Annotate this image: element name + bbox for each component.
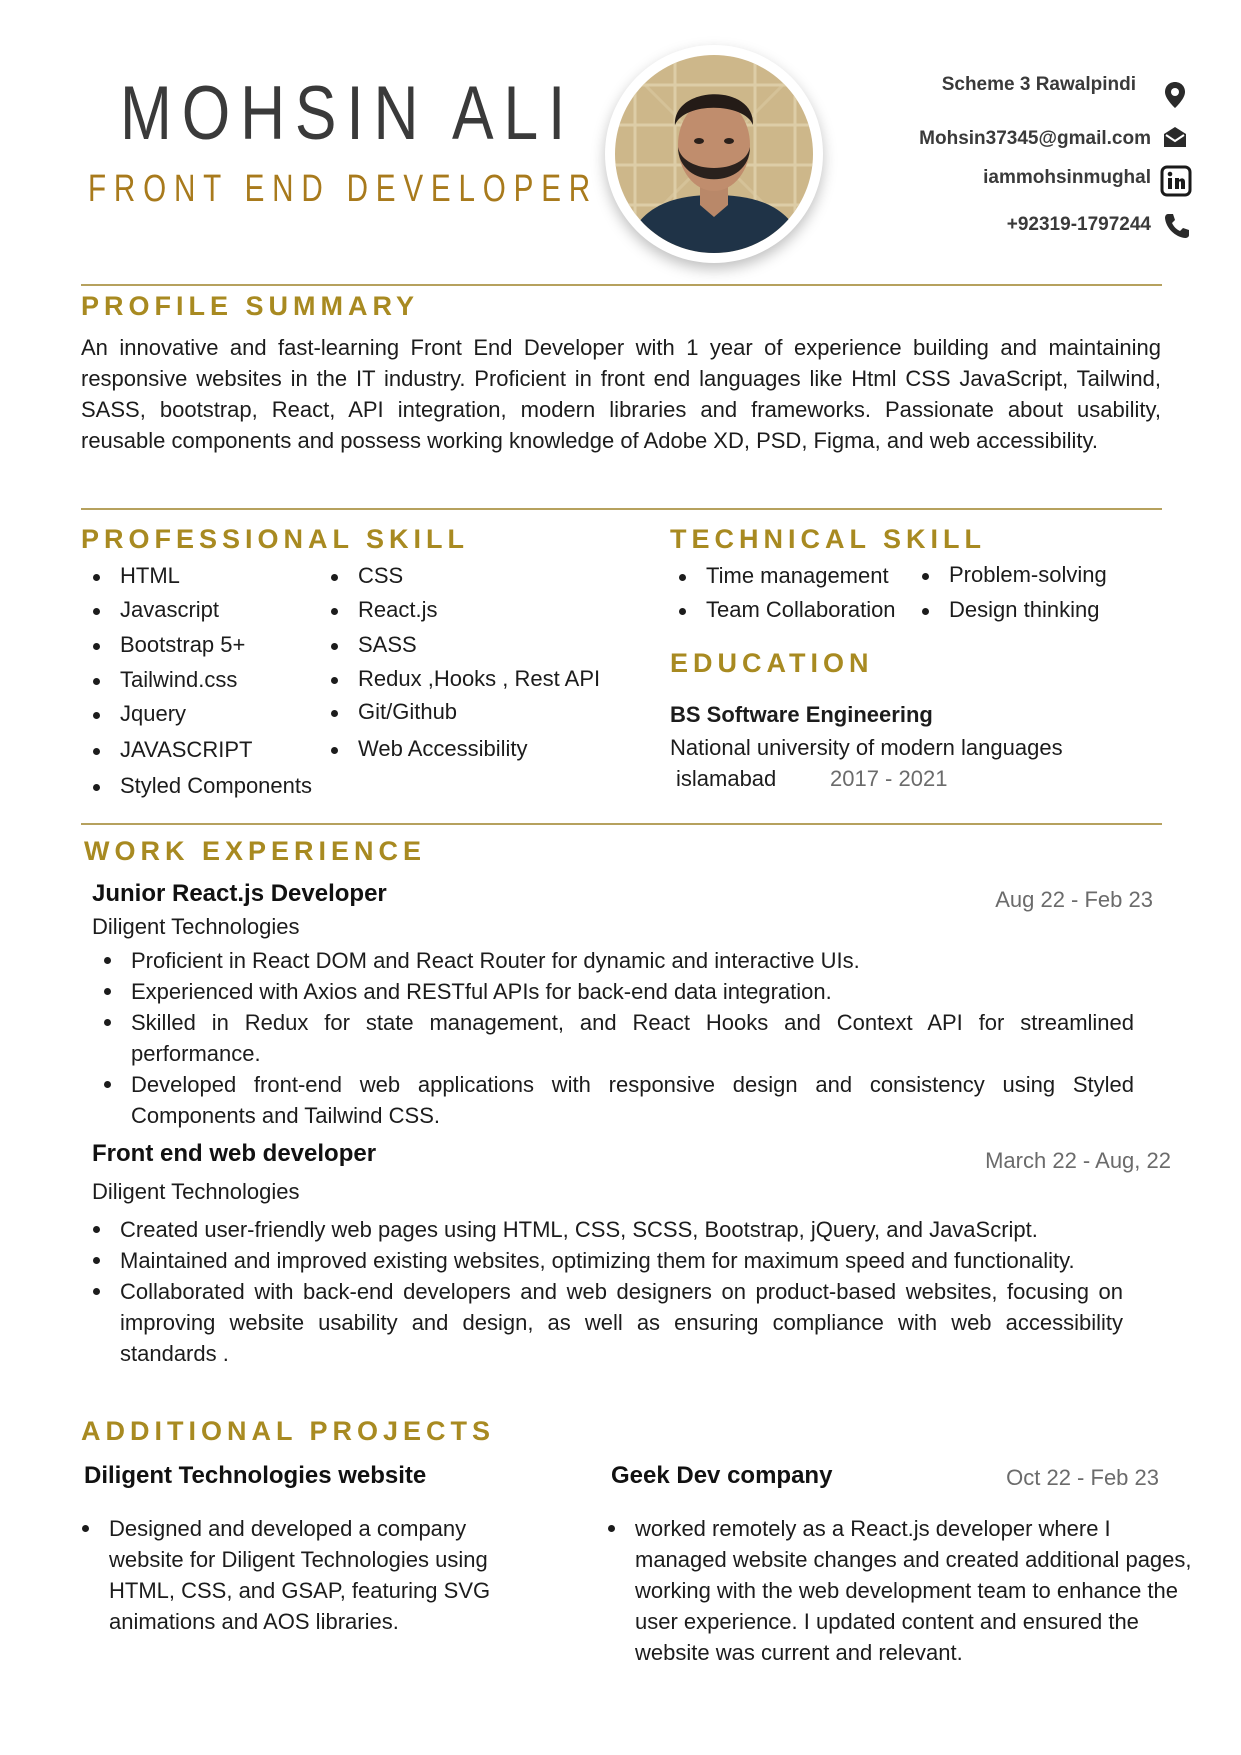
list-item: Skilled in Redux for state management, and React Hooks and Context API for streamlined performance. — [92, 1007, 1134, 1069]
list-item: Maintained and improved existing websites, optimizing them for maximum speed and functionality. — [81, 1245, 1123, 1276]
avatar — [615, 55, 813, 253]
profile-summary-heading: PROFILE SUMMARY — [81, 291, 419, 321]
list-item: Team Collaboration — [672, 597, 896, 631]
list-item: HTML — [86, 563, 312, 597]
portrait-illustration — [615, 55, 813, 253]
contact-email[interactable]: Mohsin37345@gmail.com — [919, 128, 1151, 149]
contact-phone[interactable]: +92319-1797244 — [1006, 214, 1151, 235]
phone-icon — [1162, 211, 1192, 241]
list-item: Developed front-end web applications with responsive design and consistency using Styled Components and Tailwind CSS. — [92, 1069, 1134, 1131]
contact-linkedin[interactable]: iammohsinmughal — [983, 167, 1151, 188]
profile-photo — [605, 45, 823, 263]
technical-skill-list-2 — [915, 562, 1107, 631]
job-company: Diligent Technologies — [92, 1179, 300, 1204]
list-item: Created user-friendly web pages using HTML, CSS, SCSS, Bootstrap, jQuery, and JavaScript. — [81, 1214, 1123, 1245]
list-item: CSS — [324, 563, 600, 597]
list-item: Design thinking — [915, 597, 1107, 631]
candidate-name: MOHSIN ALI — [120, 71, 576, 156]
list-item: Time management — [672, 563, 896, 597]
job-role: FRONT END DEVELOPER — [88, 168, 598, 210]
job-dates: Aug 22 - Feb 23 — [995, 887, 1153, 912]
list-item: Tailwind.css — [86, 667, 312, 701]
project-title: Geek Dev company — [611, 1462, 833, 1489]
list-item: Proficient in React DOM and React Router for dynamic and interactive UIs. — [92, 945, 1134, 976]
list-item: Git/Github — [324, 699, 600, 736]
list-item: Bootstrap 5+ — [86, 632, 312, 667]
job-bullets — [92, 945, 1134, 1131]
profile-summary-text: An innovative and fast-learning Front End Developer with 1 year of experience building and maintaining responsive websites in the IT industry. Proficient in front end languages like Html CSS JavaScript, Tailwind, SASS, bootstrap, React, API integration, modern libraries and frameworks. Passionate about usability, reusable components and possess working knowledge of Adobe XD, PSD, Figma, and web accessibility. — [81, 335, 1161, 453]
list-item: worked remotely as a React.js developer where I managed website changes and created additional pages, working with the web development team to enhance the user experience. I updated content and ensured the website was current and relevant. — [596, 1513, 1196, 1668]
job-bullets — [81, 1214, 1123, 1369]
technical-skill-heading: TECHNICAL SKILL — [670, 524, 986, 554]
technical-skill-list-1 — [672, 563, 896, 631]
project-bullets — [596, 1513, 1196, 1668]
professional-skill-heading: PROFESSIONAL SKILL — [81, 524, 470, 554]
education-heading: EDUCATION — [670, 648, 874, 678]
list-item: SASS — [324, 632, 600, 666]
professional-skill-list-2 — [324, 563, 600, 770]
education-city: islamabad — [676, 766, 777, 791]
location-pin-icon — [1160, 80, 1190, 110]
job-company: Diligent Technologies — [92, 914, 300, 939]
list-item: Javascript — [86, 597, 312, 632]
list-item: Redux ,Hooks , Rest API — [324, 666, 600, 699]
linkedin-icon — [1160, 165, 1192, 197]
list-item: JAVASCRIPT — [86, 737, 312, 773]
job-dates: March 22 - Aug, 22 — [985, 1148, 1171, 1173]
list-item: Designed and developed a company website for Diligent Technologies using HTML, CSS, and GSAP, featuring SVG animations and AOS libraries. — [70, 1513, 510, 1637]
education-degree: BS Software Engineering — [670, 702, 933, 727]
envelope-icon — [1162, 124, 1188, 150]
divider — [81, 508, 1162, 510]
professional-skill-list-1 — [86, 563, 312, 807]
job-title: Junior React.js Developer — [92, 880, 387, 907]
additional-projects-heading: ADDITIONAL PROJECTS — [81, 1416, 496, 1446]
list-item: Experienced with Axios and RESTful APIs for back-end data integration. — [92, 976, 1134, 1007]
education-years: 2017 - 2021 — [830, 766, 948, 791]
list-item: React.js — [324, 597, 600, 632]
list-item: Web Accessibility — [324, 736, 600, 770]
education-school: National university of modern languages — [670, 735, 1063, 760]
project-title: Diligent Technologies website — [84, 1462, 427, 1489]
list-item: Collaborated with back-end developers and web designers on product-based websites, focusing on improving website usability and design, as well as ensuring compliance with web accessibility standards . — [81, 1276, 1123, 1369]
list-item: Problem-solving — [915, 562, 1107, 597]
project-dates: Oct 22 - Feb 23 — [1006, 1465, 1159, 1490]
job-title: Front end web developer — [92, 1140, 377, 1167]
list-item: Styled Components — [86, 773, 312, 807]
contact-address: Scheme 3 Rawalpindi — [941, 74, 1136, 95]
divider — [81, 284, 1162, 286]
list-item: Jquery — [86, 701, 312, 737]
project-bullets — [70, 1513, 510, 1637]
divider — [81, 823, 1162, 825]
work-experience-heading: WORK EXPERIENCE — [84, 836, 427, 866]
